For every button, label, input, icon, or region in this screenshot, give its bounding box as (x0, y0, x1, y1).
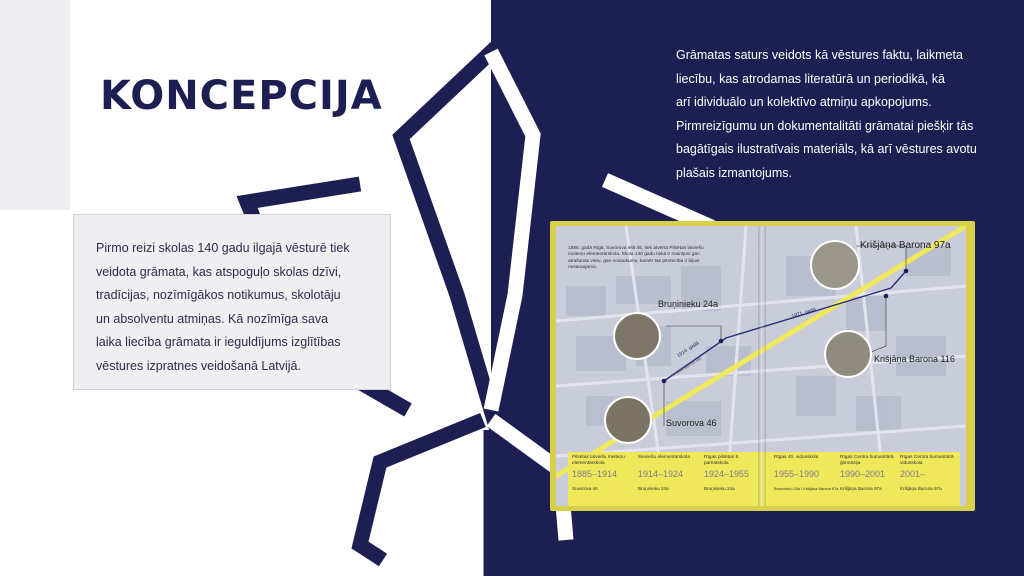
street-name-barona: Krišjāņa Barona iela (671, 356, 703, 378)
timeline-period (774, 452, 838, 506)
building-photo-brunieku (613, 312, 661, 360)
building-photo-barona116 (824, 330, 872, 378)
description-line: bagātīgais ilustratīvais materiāls, kā arī vēstures avotu (676, 142, 977, 156)
description-line: Grāmatas saturs veidots kā vēstures faktu, laikmeta (676, 48, 963, 62)
route-year-1914: 1914. gadā (676, 340, 701, 360)
timeline-years: 1914–1924 (638, 469, 684, 479)
building-photo-barona97a (810, 240, 860, 290)
building-photo-suvorova (604, 396, 652, 444)
intro-text-line: vēstures izpratnes veidošanā Latvijā. (96, 358, 301, 373)
timeline-address: Bruņinieku 24a (638, 486, 669, 491)
timeline-address: Bruņinieku 24a / Krišjāņa Barona 97a (774, 486, 839, 491)
place-label-barona116: Krišjāņa Barona 116 (874, 354, 955, 364)
book-mockup-image (550, 221, 975, 511)
timeline-address: Suvorova 46 (572, 486, 598, 491)
intro-text-box (73, 214, 391, 390)
place-label-brunieku: Bruņinieku 24a (658, 299, 719, 309)
place-label-barona97a: Krišjāņa Barona 97a (860, 240, 951, 251)
timeline-period (638, 452, 702, 506)
timeline-school-name: Rīgas 40. vidusskola (774, 455, 819, 460)
route-year-1971: 1971. gadā (791, 306, 817, 320)
place-label-suvorova: Suvorova 46 (666, 418, 717, 428)
intro-text-line: Pirmo reizi skolas 140 gadu ilgajā vēsturē tiek (96, 241, 350, 255)
description-line: Pirmreizīgumu un dokumentalitāti grāmatai piešķir tās (676, 118, 974, 133)
intro-text-line: laika liecība grāmata ir ieguldījums izglītības (96, 335, 341, 349)
book-intro-text: 1885. gadā Rīgā, Suvorova ielā 46, tiek atvērta Pilsētas latviešu meiteņu elementārskola. Skola 140 gadu laikā ir mainījusi gan atrašanās vietu, gan nosaukumu, kamēr tās pēctecība ir bijusi nesaraujama. (568, 246, 704, 271)
timeline-years: 2001– (900, 469, 926, 479)
intro-text-line: veidota grāmata, kas atspoguļo skolas dzīvi, (96, 264, 342, 279)
timeline-address: Krišjāņa Barona 97a (900, 486, 942, 491)
timeline-school-name: Pilsētas latviešu meiteņu elementārskola (572, 455, 625, 466)
timeline-address: Krišjāņa Barona 97a (840, 486, 882, 491)
timeline-address: Bruņinieku 24a (704, 486, 735, 491)
page-title: KONCEPCIJA (100, 73, 383, 119)
timeline-school-name: Rīgas Centra humanitārā vidusskola (900, 455, 954, 466)
timeline-school-name: Rīgas pilsētas 8. pamatskola (704, 455, 740, 466)
timeline-school-name: Rīgas Centra humanitārā ģimnāzija (840, 455, 894, 466)
timeline-period (900, 452, 958, 506)
description-line: arī idividuālo un kolektīvo atmiņu apkopojums. (676, 95, 932, 109)
timeline-period (572, 452, 636, 506)
timeline-school-name: Sieviešu elementārskola (638, 455, 690, 460)
timeline-years: 1924–1955 (704, 469, 750, 479)
description-line: liecību, kas atrodamas literatūrā un periodikā, kā (676, 71, 945, 86)
concept-description (676, 44, 1006, 185)
timeline-years: 1990–2001 (840, 469, 886, 479)
timeline-years: 1955–1990 (774, 469, 820, 479)
intro-text-line: tradīcijas, nozīmīgākos notikumus, skolotāju (96, 288, 341, 302)
intro-text-line: un absolventu atmiņas. Kā nozīmīga sava (96, 311, 329, 326)
book-spine (758, 226, 766, 506)
description-line: plašais izmantojums. (676, 165, 793, 180)
timeline-period (840, 452, 898, 506)
timeline-years: 1885–1914 (572, 469, 618, 479)
